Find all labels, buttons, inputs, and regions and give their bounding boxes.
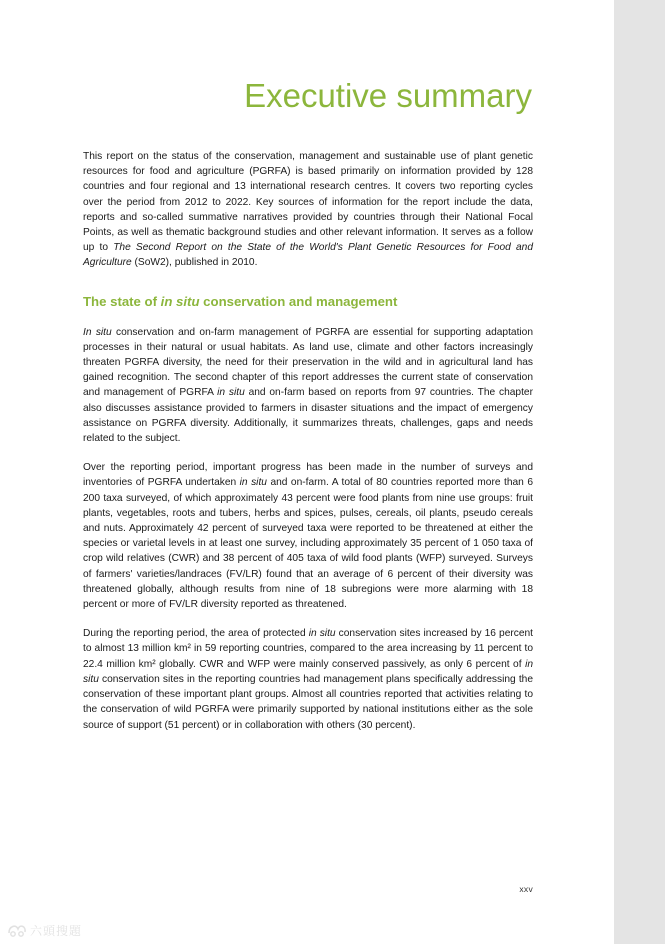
- p1-lead-italic: In situ: [83, 326, 112, 338]
- page-title: Executive summary: [244, 77, 532, 114]
- p3-text-2: conservation sites increased by 16 percent to almost 13 million km² in 59 reporting countries, compared to the area increasing by 11 percent to 22.4 million km² globally. CWR and WFP were mainly conserved passively, as only 6 percent of: [83, 628, 534, 670]
- p3-text-1: During the reporting period, the area of protected: [83, 628, 309, 640]
- in-situ-paragraph-3: [83, 626, 533, 732]
- intro-text-2: (SoW2), published in 2010.: [131, 257, 258, 269]
- p1-text-2: and on-farm based on reports from 97 countries. The chapter also discusses assistance provided to farmers in disaster situations and the impact of emergency assistance on PGRFA diversity. Additionally, it summarizes threats, challenges, gaps and needs related to the subject.: [83, 387, 533, 445]
- p2-text-2: and on-farm. A total of 80 countries reported more than 6 200 taxa surveyed, of which approximately 43 percent were food plants from nine use groups: fruit plants, vegetables, roots and tubers, herbs and spices, pulses, cereals, oil plants, pseudo cereals and nuts. Approximately 42 percent of surveyed taxa were reported to be threatened at either the species or varietal levels in at least one survey, including approximately 35 percent of 1 050 taxa of crop wild relatives (CWR) and 38 percent of 405 taxa of wild food plants (WFP) surveyed. Surveys of farmers' varieties/landraces (FV/LR) found that an average of 6 percent of their diversity was threatened globally, although results from nine of 18 subregions were more alarming with 18 percent or more of FV/LR diversity reported as threatened.: [83, 477, 533, 611]
- document-body: [83, 149, 533, 747]
- in-situ-paragraph-1: [83, 325, 533, 447]
- watermark-logo-icon: [6, 921, 28, 939]
- p2-text-1: Over the reporting period, important progress has been made in the number of surveys and inventories of PGRFA undertaken: [83, 462, 533, 489]
- p1-italic: in situ: [217, 387, 245, 399]
- side-margin-bar: [614, 0, 665, 944]
- intro-text-1: This report on the status of the conservation, management and sustainable use of plant genetic resources for food and agriculture (PGRFA) is based primarily on information provided by 128 countries and four regional and 13 international research centres. It covers two reporting cycles over the period from 2012 to 2022. Key sources of information for the report include the data, reports and so-called summative narratives provided by countries through their National Focal Points, as well as thematic background studies and other relevant information. It serves as a follow up to: [83, 151, 533, 254]
- p3-italic-2: in situ: [83, 658, 533, 685]
- p2-italic: in situ: [239, 477, 267, 489]
- section-heading-in-situ: [83, 293, 533, 311]
- intro-report-title: The Second Report on the State of the World's Plant Genetic Resources for Food and Agriculture: [83, 242, 533, 269]
- intro-paragraph: [83, 149, 533, 271]
- p3-italic-1: in situ: [308, 628, 336, 640]
- in-situ-paragraph-2: [83, 460, 533, 612]
- section-heading-italic: in situ: [160, 293, 200, 309]
- section-heading-post: conservation and management: [199, 293, 398, 309]
- watermark-text: 六頭搜題: [30, 923, 83, 938]
- page-number: xxv: [519, 884, 533, 894]
- p1-text-1: conservation and on-farm management of PGRFA are essential for supporting adaptation processes in their natural or usual habitats. As land use, climate and other factors increasingly threaten PGRFA diversity, the need for their preservation in the wild and in agricultural land has gained recognition. The second chapter of this report addresses the current state of conservation and management of PGRFA: [83, 326, 534, 399]
- p3-text-3: conservation sites in the reporting countries had management plans specifically addressing the conservation of these important plant groups. Almost all countries reported that activities relating to the conservation of wild PGRFA were primarily supported by national institutions either as the sole source of support (51 percent) or in collaboration with others (30 percent).: [83, 673, 533, 731]
- section-heading-pre: The state of: [83, 293, 161, 309]
- watermark: [6, 920, 82, 940]
